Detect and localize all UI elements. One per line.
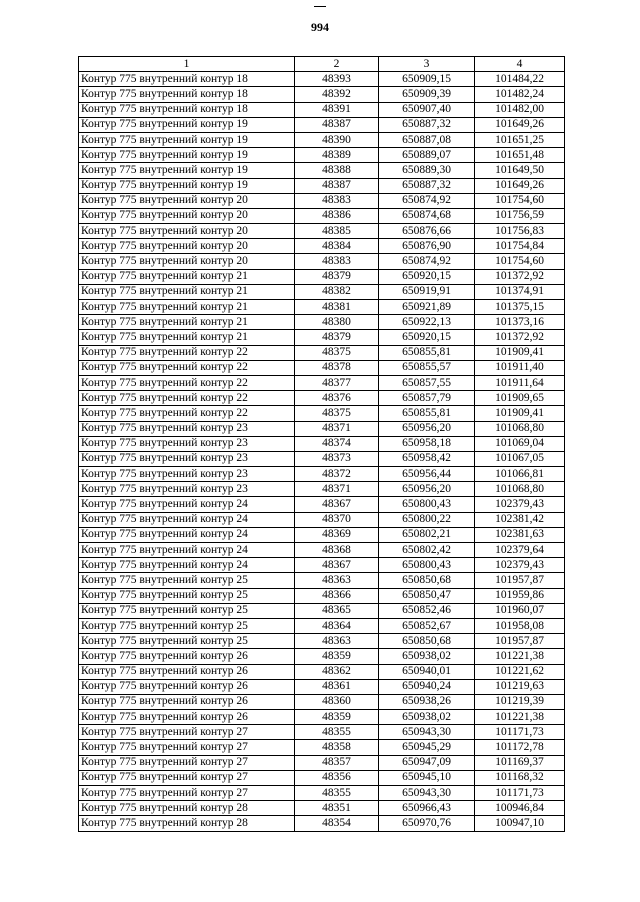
table-row [79,117,565,132]
y-coordinate-cell: 101068,80 [475,421,565,436]
contour-name-cell: Контур 775 внутренний контур 24 [79,512,295,527]
contour-name-cell: Контур 775 внутренний контур 23 [79,467,295,482]
point-number-cell: 48367 [295,558,379,573]
point-number-cell: 48389 [295,148,379,163]
point-number-cell: 48366 [295,588,379,603]
contour-name-cell: Контур 775 внутренний контур 24 [79,558,295,573]
y-coordinate-cell: 101373,16 [475,315,565,330]
table-row [79,132,565,147]
table-row [79,679,565,694]
point-number-cell: 48379 [295,330,379,345]
point-number-cell: 48378 [295,360,379,375]
point-number-cell: 48365 [295,603,379,618]
table-row [79,618,565,633]
point-number-cell: 48382 [295,284,379,299]
table-row [79,375,565,390]
x-coordinate-cell: 650956,20 [379,421,475,436]
y-coordinate-cell: 102379,43 [475,558,565,573]
table-row [79,345,565,360]
table-row [79,497,565,512]
point-number-cell: 48392 [295,87,379,102]
x-coordinate-cell: 650874,92 [379,193,475,208]
point-number-cell: 48356 [295,770,379,785]
table-row [79,87,565,102]
page-number: 994 [311,20,329,34]
y-coordinate-cell: 101754,60 [475,254,565,269]
y-coordinate-cell: 101168,32 [475,770,565,785]
x-coordinate-cell: 650970,76 [379,816,475,831]
table-row [79,634,565,649]
y-coordinate-cell: 101375,15 [475,300,565,315]
x-coordinate-cell: 650947,09 [379,755,475,770]
table-row [79,284,565,299]
table-row [79,102,565,117]
table-row [79,801,565,816]
x-coordinate-cell: 650800,43 [379,558,475,573]
point-number-cell: 48388 [295,163,379,178]
point-number-cell: 48375 [295,406,379,421]
x-coordinate-cell: 650850,68 [379,573,475,588]
point-number-cell: 48361 [295,679,379,694]
point-number-cell: 48383 [295,254,379,269]
x-coordinate-cell: 650938,02 [379,710,475,725]
contour-name-cell: Контур 775 внутренний контур 18 [79,72,295,87]
x-coordinate-cell: 650855,81 [379,345,475,360]
contour-name-cell: Контур 775 внутренний контур 26 [79,710,295,725]
x-coordinate-cell: 650887,08 [379,132,475,147]
x-coordinate-cell: 650907,40 [379,102,475,117]
point-number-cell: 48368 [295,543,379,558]
contour-name-cell: Контур 775 внутренний контур 25 [79,588,295,603]
y-coordinate-cell: 101221,62 [475,664,565,679]
y-coordinate-cell: 101219,39 [475,694,565,709]
y-coordinate-cell: 101374,91 [475,284,565,299]
column-header-4: 4 [475,57,565,72]
x-coordinate-cell: 650887,32 [379,117,475,132]
table-row [79,543,565,558]
table-row [79,558,565,573]
x-coordinate-cell: 650852,46 [379,603,475,618]
table-row [79,330,565,345]
table-row [79,163,565,178]
contour-name-cell: Контур 775 внутренний контур 19 [79,148,295,163]
table-row [79,360,565,375]
table-row [79,421,565,436]
contour-name-cell: Контур 775 внутренний контур 26 [79,694,295,709]
x-coordinate-cell: 650802,42 [379,543,475,558]
table-row [79,816,565,831]
contour-name-cell: Контур 775 внутренний контур 26 [79,679,295,694]
x-coordinate-cell: 650887,32 [379,178,475,193]
contour-name-cell: Контур 775 внутренний контур 21 [79,315,295,330]
table-row [79,512,565,527]
point-number-cell: 48376 [295,391,379,406]
contour-name-cell: Контур 775 внутренний контур 18 [79,87,295,102]
contour-name-cell: Контур 775 внутренний контур 26 [79,649,295,664]
contour-name-cell: Контур 775 внутренний контур 23 [79,436,295,451]
table-row [79,391,565,406]
x-coordinate-cell: 650958,18 [379,436,475,451]
x-coordinate-cell: 650938,02 [379,649,475,664]
table-row [79,467,565,482]
point-number-cell: 48363 [295,573,379,588]
x-coordinate-cell: 650800,43 [379,497,475,512]
x-coordinate-cell: 650945,29 [379,740,475,755]
contour-name-cell: Контур 775 внутренний контур 20 [79,193,295,208]
x-coordinate-cell: 650920,15 [379,330,475,345]
point-number-cell: 48377 [295,375,379,390]
point-number-cell: 48374 [295,436,379,451]
point-number-cell: 48385 [295,224,379,239]
x-coordinate-cell: 650855,57 [379,360,475,375]
contour-name-cell: Контур 775 внутренний контур 24 [79,543,295,558]
point-number-cell: 48371 [295,482,379,497]
point-number-cell: 48363 [295,634,379,649]
y-coordinate-cell: 101172,78 [475,740,565,755]
y-coordinate-cell: 101482,00 [475,102,565,117]
contour-name-cell: Контур 775 внутренний контур 22 [79,360,295,375]
table-row [79,482,565,497]
y-coordinate-cell: 101649,26 [475,178,565,193]
point-number-cell: 48360 [295,694,379,709]
point-number-cell: 48357 [295,755,379,770]
contour-name-cell: Контур 775 внутренний контур 18 [79,102,295,117]
contour-name-cell: Контур 775 внутренний контур 22 [79,345,295,360]
point-number-cell: 48369 [295,527,379,542]
point-number-cell: 48375 [295,345,379,360]
table-row [79,436,565,451]
y-coordinate-cell: 101068,80 [475,482,565,497]
table-row [79,451,565,466]
contour-name-cell: Контур 775 внутренний контур 20 [79,254,295,269]
table-row [79,725,565,740]
point-number-cell: 48359 [295,710,379,725]
y-coordinate-cell: 101911,64 [475,375,565,390]
y-coordinate-cell: 101911,40 [475,360,565,375]
x-coordinate-cell: 650920,15 [379,269,475,284]
contour-name-cell: Контур 775 внутренний контур 19 [79,178,295,193]
table-row [79,193,565,208]
y-coordinate-cell: 101960,07 [475,603,565,618]
x-coordinate-cell: 650800,22 [379,512,475,527]
contour-name-cell: Контур 775 внутренний контур 21 [79,330,295,345]
y-coordinate-cell: 101957,87 [475,573,565,588]
table-row [79,710,565,725]
x-coordinate-cell: 650857,55 [379,375,475,390]
x-coordinate-cell: 650956,20 [379,482,475,497]
table-row [79,300,565,315]
y-coordinate-cell: 101171,73 [475,725,565,740]
table-row [79,208,565,223]
contour-name-cell: Контур 775 внутренний контур 20 [79,224,295,239]
y-coordinate-cell: 100947,10 [475,816,565,831]
contour-name-cell: Контур 775 внутренний контур 23 [79,482,295,497]
y-coordinate-cell: 101221,38 [475,710,565,725]
contour-name-cell: Контур 775 внутренний контур 26 [79,664,295,679]
contour-name-cell: Контур 775 внутренний контур 21 [79,269,295,284]
x-coordinate-cell: 650940,01 [379,664,475,679]
x-coordinate-cell: 650852,67 [379,618,475,633]
table-row [79,770,565,785]
x-coordinate-cell: 650922,13 [379,315,475,330]
y-coordinate-cell: 101221,38 [475,649,565,664]
table-row [79,239,565,254]
x-coordinate-cell: 650943,30 [379,725,475,740]
table-row [79,406,565,421]
point-number-cell: 48373 [295,451,379,466]
table-row [79,269,565,284]
y-coordinate-cell: 102381,63 [475,527,565,542]
y-coordinate-cell: 102379,64 [475,543,565,558]
y-coordinate-cell: 101909,41 [475,345,565,360]
x-coordinate-cell: 650909,15 [379,72,475,87]
point-number-cell: 48390 [295,132,379,147]
y-coordinate-cell: 101754,60 [475,193,565,208]
contour-name-cell: Контур 775 внутренний контур 27 [79,755,295,770]
contour-name-cell: Контур 775 внутренний контур 25 [79,573,295,588]
x-coordinate-cell: 650850,68 [379,634,475,649]
y-coordinate-cell: 101649,50 [475,163,565,178]
table-row [79,740,565,755]
x-coordinate-cell: 650802,21 [379,527,475,542]
contour-name-cell: Контур 775 внутренний контур 23 [79,451,295,466]
x-coordinate-cell: 650855,81 [379,406,475,421]
point-number-cell: 48355 [295,725,379,740]
column-header-2: 2 [295,57,379,72]
contour-name-cell: Контур 775 внутренний контур 21 [79,284,295,299]
table-body [79,72,565,831]
x-coordinate-cell: 650874,68 [379,208,475,223]
point-number-cell: 48354 [295,816,379,831]
point-number-cell: 48393 [295,72,379,87]
contour-name-cell: Контур 775 внутренний контур 19 [79,117,295,132]
y-coordinate-cell: 101957,87 [475,634,565,649]
y-coordinate-cell: 101754,84 [475,239,565,254]
table-row [79,178,565,193]
point-number-cell: 48355 [295,786,379,801]
x-coordinate-cell: 650876,90 [379,239,475,254]
y-coordinate-cell: 102379,43 [475,497,565,512]
contour-name-cell: Контур 775 внутренний контур 25 [79,603,295,618]
table-row [79,786,565,801]
table-row [79,254,565,269]
table-row [79,664,565,679]
contour-name-cell: Контур 775 внутренний контур 19 [79,163,295,178]
table-row [79,224,565,239]
table-row [79,694,565,709]
contour-name-cell: Контур 775 внутренний контур 19 [79,132,295,147]
contour-name-cell: Контур 775 внутренний контур 27 [79,725,295,740]
y-coordinate-cell: 101171,73 [475,786,565,801]
y-coordinate-cell: 101651,48 [475,148,565,163]
contour-name-cell: Контур 775 внутренний контур 27 [79,740,295,755]
table-row [79,573,565,588]
y-coordinate-cell: 101067,05 [475,451,565,466]
y-coordinate-cell: 101756,59 [475,208,565,223]
y-coordinate-cell: 101959,86 [475,588,565,603]
point-number-cell: 48386 [295,208,379,223]
point-number-cell: 48372 [295,467,379,482]
coordinates-table [78,56,565,832]
point-number-cell: 48387 [295,117,379,132]
contour-name-cell: Контур 775 внутренний контур 28 [79,816,295,831]
table-header-row [79,57,565,72]
table-row [79,72,565,87]
x-coordinate-cell: 650876,66 [379,224,475,239]
contour-name-cell: Контур 775 внутренний контур 21 [79,300,295,315]
y-coordinate-cell: 101756,83 [475,224,565,239]
point-number-cell: 48351 [295,801,379,816]
point-number-cell: 48364 [295,618,379,633]
x-coordinate-cell: 650919,91 [379,284,475,299]
page-top-dash [314,6,326,7]
contour-name-cell: Контур 775 внутренний контур 25 [79,618,295,633]
x-coordinate-cell: 650958,42 [379,451,475,466]
table-row [79,315,565,330]
point-number-cell: 48384 [295,239,379,254]
x-coordinate-cell: 650889,07 [379,148,475,163]
x-coordinate-cell: 650909,39 [379,87,475,102]
point-number-cell: 48371 [295,421,379,436]
contour-name-cell: Контур 775 внутренний контур 24 [79,497,295,512]
x-coordinate-cell: 650938,26 [379,694,475,709]
y-coordinate-cell: 101958,08 [475,618,565,633]
x-coordinate-cell: 650943,30 [379,786,475,801]
y-coordinate-cell: 102381,42 [475,512,565,527]
y-coordinate-cell: 101069,04 [475,436,565,451]
point-number-cell: 48387 [295,178,379,193]
y-coordinate-cell: 101649,26 [475,117,565,132]
point-number-cell: 48383 [295,193,379,208]
contour-name-cell: Контур 775 внутренний контур 22 [79,375,295,390]
table-row [79,527,565,542]
contour-name-cell: Контур 775 внутренний контур 22 [79,391,295,406]
x-coordinate-cell: 650945,10 [379,770,475,785]
point-number-cell: 48362 [295,664,379,679]
table-row [79,649,565,664]
point-number-cell: 48367 [295,497,379,512]
point-number-cell: 48391 [295,102,379,117]
x-coordinate-cell: 650921,89 [379,300,475,315]
y-coordinate-cell: 100946,84 [475,801,565,816]
point-number-cell: 48381 [295,300,379,315]
x-coordinate-cell: 650857,79 [379,391,475,406]
y-coordinate-cell: 101219,63 [475,679,565,694]
point-number-cell: 48380 [295,315,379,330]
y-coordinate-cell: 101066,81 [475,467,565,482]
contour-name-cell: Контур 775 внутренний контур 22 [79,406,295,421]
y-coordinate-cell: 101372,92 [475,269,565,284]
contour-name-cell: Контур 775 внутренний контур 24 [79,527,295,542]
y-coordinate-cell: 101651,25 [475,132,565,147]
x-coordinate-cell: 650956,44 [379,467,475,482]
y-coordinate-cell: 101909,41 [475,406,565,421]
table-row [79,755,565,770]
x-coordinate-cell: 650966,43 [379,801,475,816]
y-coordinate-cell: 101482,24 [475,87,565,102]
contour-name-cell: Контур 775 внутренний контур 20 [79,239,295,254]
column-header-1: 1 [79,57,295,72]
point-number-cell: 48359 [295,649,379,664]
y-coordinate-cell: 101484,22 [475,72,565,87]
x-coordinate-cell: 650940,24 [379,679,475,694]
y-coordinate-cell: 101169,37 [475,755,565,770]
x-coordinate-cell: 650850,47 [379,588,475,603]
point-number-cell: 48358 [295,740,379,755]
column-header-3: 3 [379,57,475,72]
contour-name-cell: Контур 775 внутренний контур 27 [79,786,295,801]
table-row [79,588,565,603]
y-coordinate-cell: 101372,92 [475,330,565,345]
x-coordinate-cell: 650874,92 [379,254,475,269]
contour-name-cell: Контур 775 внутренний контур 25 [79,634,295,649]
contour-name-cell: Контур 775 внутренний контур 20 [79,208,295,223]
contour-name-cell: Контур 775 внутренний контур 27 [79,770,295,785]
contour-name-cell: Контур 775 внутренний контур 23 [79,421,295,436]
x-coordinate-cell: 650889,30 [379,163,475,178]
point-number-cell: 48379 [295,269,379,284]
table-row [79,603,565,618]
y-coordinate-cell: 101909,65 [475,391,565,406]
contour-name-cell: Контур 775 внутренний контур 28 [79,801,295,816]
point-number-cell: 48370 [295,512,379,527]
table-row [79,148,565,163]
